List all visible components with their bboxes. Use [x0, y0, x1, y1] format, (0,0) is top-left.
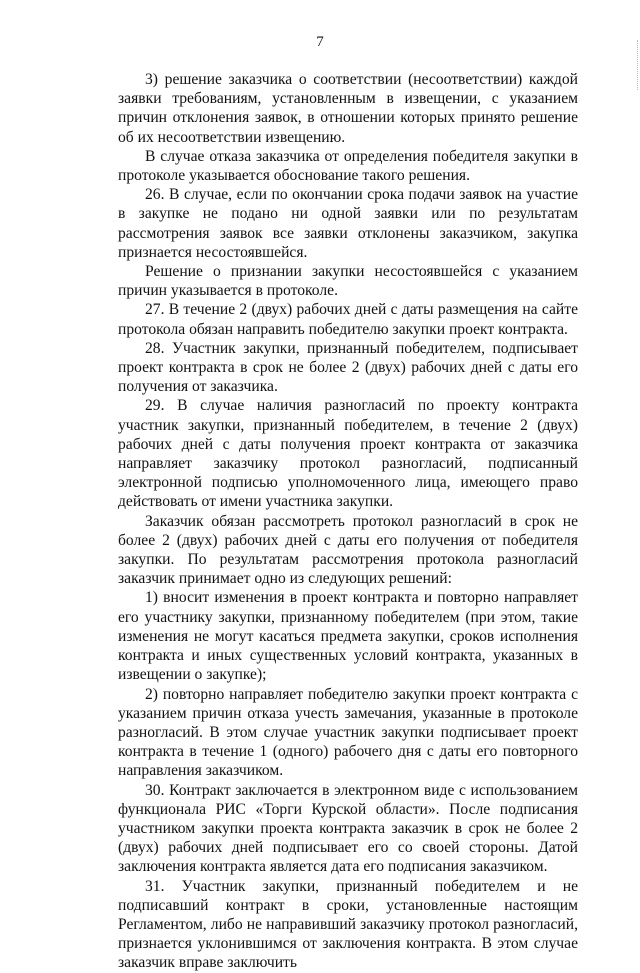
paragraph: Решение о признании закупки несостоявшейся с указанием причин указывается в протоколе.: [118, 263, 578, 300]
paragraph: В случае отказа заказчика от определения победителя закупки в протоколе указывается обоснование такого решения.: [118, 147, 578, 185]
paragraph: 28. Участник закупки, признанный победителем, подписывает проект контракта в срок не более 2 (двух) рабочих дней с даты его получения от заказчика.: [118, 339, 578, 396]
paragraph: 30. Контракт заключается в электронном виде с использованием функционала РИС «Торги Курской области». После подписания участником закупки проекта контракта заказчик в срок не более 2 (двух) рабочих дней подписывает его со своей стороны. Датой заключения контракта является дата его подписания заказчиком.: [118, 781, 578, 876]
paragraph: Заказчик обязан рассмотреть протокол разногласий в срок не более 2 (двух) рабочих дней с даты его получения от победителя закупки. По результатам рассмотрения протокола разногласий заказчик принимает одно из следующих решений:: [118, 512, 578, 588]
paragraph: 1) вносит изменения в проект контракта и повторно направляет его участнику закупки, признанному победителем (при этом, такие изменения не могут касаться предмета закупки, сроков исполнения контракта и иных существенных условий контракта, указанных в извещении о закупке);: [118, 589, 578, 684]
paragraph: 3) решение заказчика о соответствии (несоответствии) каждой заявки требованиям, установленным в извещении, с указанием причин отклонения заявок, в отношении которых принято решение об их несоответствии извещению.: [118, 71, 578, 146]
page-number: 7: [316, 34, 324, 50]
body-text: [118, 70, 578, 973]
paragraph: 26. В случае, если по окончании срока подачи заявок на участие в закупке не подано ни одной заявки или по результатам рассмотрения заявок все заявки отклонены заказчиком, закупка признается несостоявшейся.: [118, 186, 578, 261]
paragraph: 29. В случае наличия разногласий по проекту контракта участник закупки, признанный победителем, в течение 2 (двух) рабочих дней с даты получения проект контракта от заказчика направляет заказчику протокол разногласий, подписанный электронной подписью уполномоченного лица, имеющего право действовать от имени участника закупки.: [118, 397, 578, 511]
paragraph: 2) повторно направляет победителю закупки проект контракта с указанием причин отказа учесть замечания, указанные в протоколе разногласий. В этом случае участник закупки подписывает проект контракта в течение 1 (одного) рабочего дня с даты его повторного направления заказчиком.: [118, 685, 578, 780]
paragraph: 31. Участник закупки, признанный победителем и не подписавший контракт в сроки, установленные настоящим Регламентом, либо не направивший заказчику протокол разногласий, признается уклонившимся от заключения контракта. В этом случае заказчик вправе заключить: [118, 877, 578, 972]
paragraph: 27. В течение 2 (двух) рабочих дней с даты размещения на сайте протокола обязан направить победителю закупки проект контракта.: [118, 301, 578, 338]
